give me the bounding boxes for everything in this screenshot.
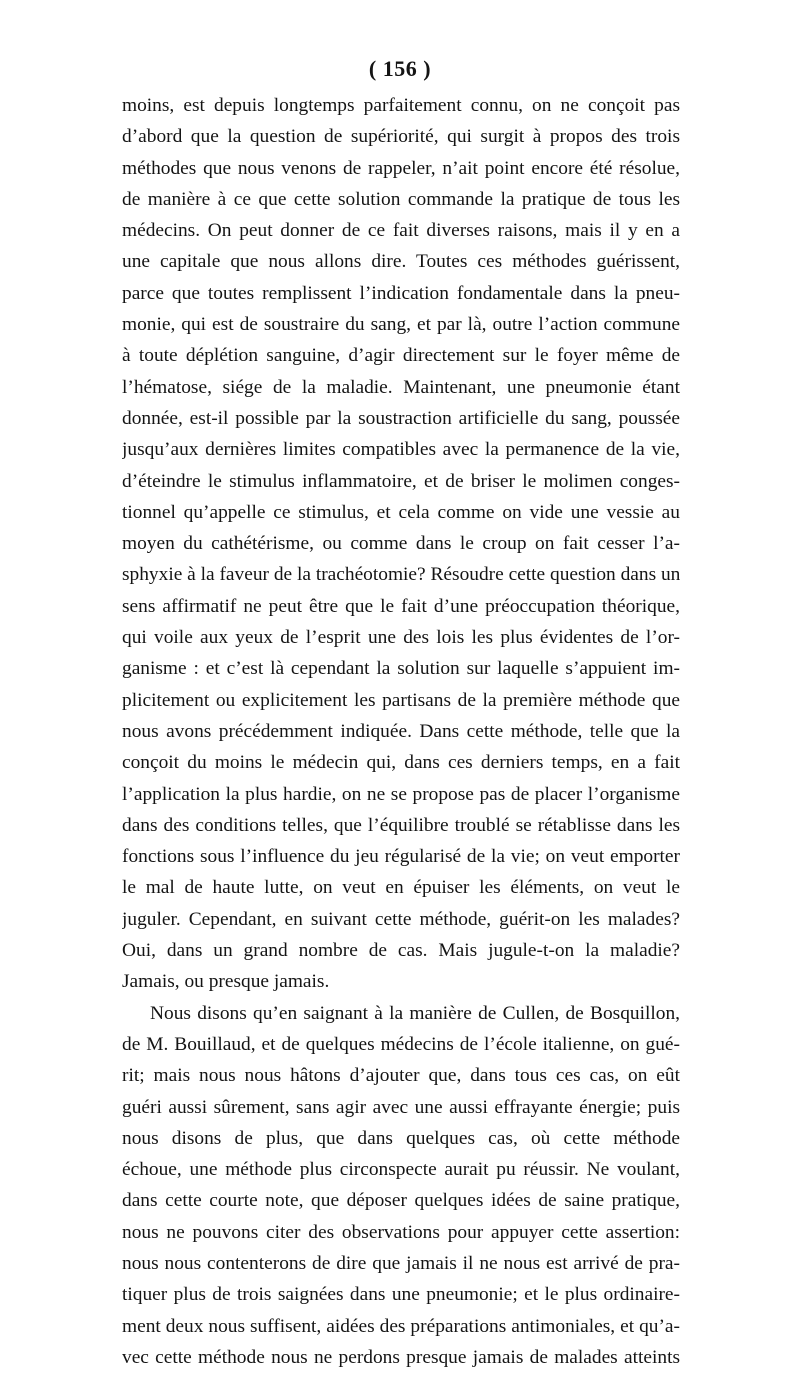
text-line: nous avons précédemment indiquée. Dans cette méthode, telle que la [122, 720, 680, 742]
text-line: tionnel qu’appelle ce stimulus, et cela comme on vide une vessie au [122, 501, 680, 523]
body-text [122, 90, 680, 1373]
text-line: moyen du cathétérisme, ou comme dans le croup on fait cesser l’a- [122, 533, 680, 555]
text-line: moins, est depuis longtemps parfaitement connu, on ne conçoit pas [122, 95, 680, 116]
text-line: une capitale que nous allons dire. Toutes ces méthodes guérissent, [122, 251, 680, 273]
text-line: monie, qui est de soustraire du sang, et par là, outre l’action commune [122, 314, 680, 336]
text-line: le mal de haute lutte, on veut en épuiser les éléments, on veut le [122, 877, 680, 899]
text-line: plicitement ou explicitement les partisans de la première méthode que [122, 689, 680, 711]
text-line: l’hématose, siége de la maladie. Maintenant, une pneumonie étant [122, 376, 680, 398]
text-line: sphyxie à la faveur de la trachéotomie? Résoudre cette question dans un [122, 564, 680, 586]
text-line: à toute déplétion sanguine, d’agir directement sur le foyer même de [122, 345, 680, 367]
text-line: médecins. On peut donner de ce fait diverses raisons, mais il y en a [122, 220, 680, 242]
text-line: rit; mais nous nous hâtons d’ajouter que, dans tous ces cas, on eût [122, 1065, 680, 1087]
text-line: nous ne pouvons citer des observations pour appuyer cette assertion: [122, 1221, 680, 1243]
text-line: d’éteindre le stimulus inflammatoire, et de briser le molimen conges- [122, 470, 680, 492]
text-line: ganisme : et c’est là cependant la solution sur laquelle s’appuient im- [122, 658, 680, 680]
text-line: l’application la plus hardie, on ne se propose pas de placer l’organisme [122, 783, 680, 805]
text-line: vec cette méthode nous ne perdons presque jamais de malades atteints [122, 1346, 680, 1368]
text-line: Nous disons qu’en saignant à la manière de Cullen, de Bosquillon, [150, 1002, 680, 1024]
text-line: donnée, est-il possible par la soustraction artificielle du sang, poussée [122, 407, 680, 429]
text-line: méthodes que nous venons de rappeler, n’ait point encore été résolue, [122, 157, 680, 179]
text-line: parce que toutes remplissent l’indication fondamentale dans la pneu- [122, 282, 680, 304]
text-line: d’abord que la question de supériorité, qui surgit à propos des trois [122, 126, 680, 148]
paragraph [122, 90, 680, 998]
text-line: ment deux nous suffisent, aidées des préparations antimoniales, et qu’a- [122, 1315, 680, 1337]
text-line: dans cette courte note, que déposer quelques idées de saine pratique, [122, 1190, 680, 1212]
text-line: Jamais, ou presque jamais. [122, 971, 330, 993]
text-line: sens affirmatif ne peut être que le fait d’une préoccupation théorique, [122, 595, 680, 617]
text-line: Oui, dans un grand nombre de cas. Mais jugule-t-on la maladie? [122, 940, 680, 962]
text-line: de M. Bouillaud, et de quelques médecins de l’école italienne, on gué- [122, 1033, 680, 1055]
text-line: fonctions sous l’influence du jeu régularisé de la vie; on veut emporter [122, 846, 680, 868]
paragraph [122, 998, 680, 1373]
text-line: qui voile aux yeux de l’esprit une des lois les plus évidentes de l’or- [122, 627, 680, 649]
text-line: de manière à ce que cette solution commande la pratique de tous les [122, 188, 680, 210]
text-line: nous nous contenterons de dire que jamais il ne nous est arrivé de pra- [122, 1252, 680, 1274]
text-line: tiquer plus de trois saignées dans une pneumonie; et le plus ordinaire- [122, 1284, 680, 1306]
text-line: nous disons de plus, que dans quelques cas, où cette méthode [122, 1127, 680, 1149]
text-line: jusqu’aux dernières limites compatibles avec la permanence de la vie, [122, 439, 680, 461]
text-line: guéri aussi sûrement, sans agir avec une aussi effrayante énergie; puis [122, 1096, 680, 1118]
text-line: échoue, une méthode plus circonspecte aurait pu réussir. Ne voulant, [122, 1159, 680, 1181]
text-line: dans des conditions telles, que l’équilibre troublé se rétablisse dans les [122, 814, 680, 836]
page-number: ( 156 ) [368, 56, 432, 81]
text-line: conçoit du moins le médecin qui, dans ces derniers temps, en a fait [122, 752, 680, 774]
text-line: juguler. Cependant, en suivant cette méthode, guérit-on les malades? [122, 908, 680, 930]
